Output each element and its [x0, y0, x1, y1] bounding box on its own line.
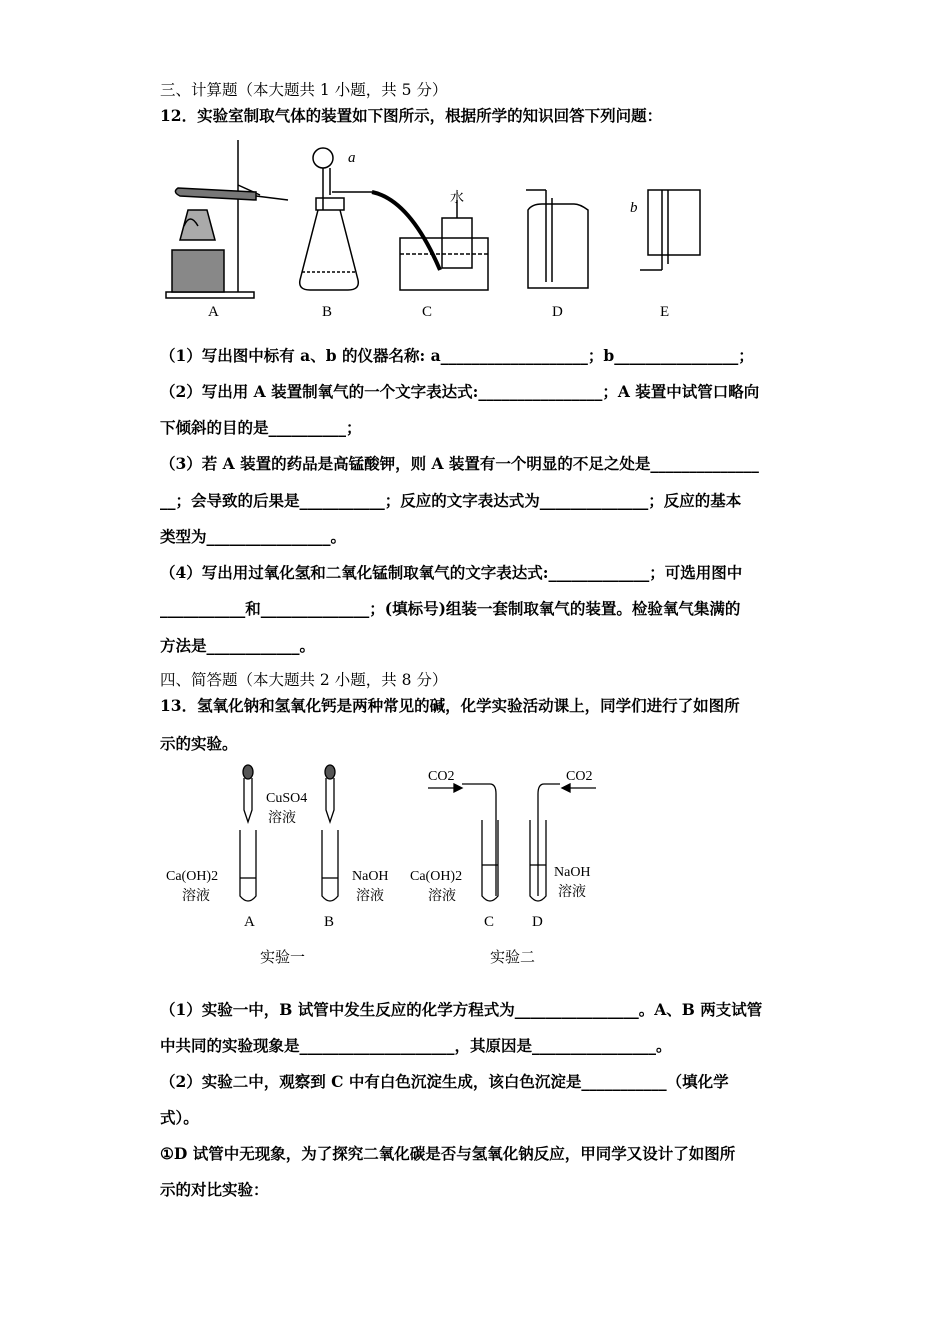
q13-part1-line2: 中共同的实验现象是____________________，其原因是________________。 — [160, 1036, 672, 1055]
naoh-solution-label-2: 溶液 — [558, 885, 586, 900]
q13-part3-line1: ①D 试管中无现象，为了探究二氧化碳是否与氢氧化钠反应，甲同学又设计了如图所 — [160, 1144, 736, 1163]
q12-part4-line3: 方法是____________。 — [160, 636, 316, 655]
caoh2-label-2: Ca(OH)2 — [410, 869, 463, 884]
caoh2-label-1: Ca(OH)2 — [166, 869, 219, 884]
apparatus-label-D: D — [552, 304, 563, 320]
q13-part3-line2: 示的对比实验： — [160, 1180, 269, 1199]
q12-stem: 12．实验室制取气体的装置如下图所示，根据所学的知识回答下列问题： — [160, 106, 663, 125]
label-water: 水 — [450, 191, 464, 206]
apparatus-label-E: E — [660, 304, 670, 320]
q13-stem-line2: 示的实验。 — [160, 734, 238, 753]
apparatus-label-A: A — [208, 304, 219, 320]
tube-label-C: C — [484, 914, 495, 930]
arrow-right — [562, 784, 596, 792]
q12-part1: （1）写出图中标有 a、b 的仪器名称: a___________________；b________________； — [160, 346, 754, 365]
label-b: b — [630, 200, 638, 216]
section3-heading: 三、计算题（本大题共 1 小题，共 5 分） — [160, 81, 448, 99]
q12-part2-line1: （2）写出用 A 装置制氧气的一个文字表达式:________________；A 装置中试管口略向 — [160, 382, 760, 401]
tube-C — [462, 784, 498, 901]
q12-apparatus-figure — [160, 140, 720, 320]
q12-part3-line3: 类型为________________。 — [160, 527, 347, 546]
label-a: a — [348, 150, 356, 166]
apparatus-E — [640, 190, 700, 270]
apparatus-label-B: B — [322, 304, 333, 320]
q12-part3-line1: （3）若 A 装置的药品是高锰酸钾，则 A 装置有一个明显的不足之处是______________ — [160, 454, 759, 473]
exp2-label: 实验二 — [490, 950, 536, 966]
caoh2-solution-label-1: 溶液 — [182, 889, 210, 904]
naoh-label-2: NaOH — [554, 865, 591, 880]
q12-part4-line1: （4）写出用过氧化氢和二氧化锰制取氧气的文字表达式:_____________；可选用图中 — [160, 563, 743, 582]
exp1-label: 实验一 — [260, 950, 306, 966]
dropper-right — [325, 765, 335, 822]
tube-label-B: B — [324, 914, 335, 930]
q12-part4-line2: ___________和______________；(填标号)组装一套制取氧气的装置。检验氧气集满的 — [160, 599, 741, 618]
arrow-left — [428, 784, 462, 792]
apparatus-label-C: C — [422, 304, 433, 320]
apparatus-C — [372, 192, 488, 290]
cuso4-solution-label: 溶液 — [268, 811, 296, 826]
q13-experiment-figure — [160, 760, 620, 970]
caoh2-solution-label-2: 溶液 — [428, 889, 456, 904]
q12-part2-line2: 下倾斜的目的是__________； — [160, 418, 362, 437]
apparatus-A — [166, 140, 288, 298]
tube-label-A: A — [244, 914, 255, 930]
q13-part2-line2: 式）。 — [160, 1108, 199, 1127]
q13-part1-line1: （1）实验一中，B 试管中发生反应的化学方程式为________________。A、B 两支试管 — [160, 1000, 763, 1019]
q13-stem-line1: 13．氢氧化钠和氢氧化钙是两种常见的碱，化学实验活动课上，同学们进行了如图所 — [160, 696, 740, 715]
apparatus-D — [526, 190, 588, 288]
tube-A — [240, 830, 256, 901]
section4-heading: 四、简答题（本大题共 2 小题，共 8 分） — [160, 671, 448, 689]
tube-D — [530, 784, 560, 901]
naoh-label-1: NaOH — [352, 869, 389, 884]
cuso4-label: CuSO4 — [266, 791, 308, 806]
q12-part3-line2: __；会导致的后果是___________；反应的文字表达式为______________；反应的基本 — [160, 491, 742, 510]
q13-part2-line1: （2）实验二中，观察到 C 中有白色沉淀生成，该白色沉淀是___________（填化学 — [160, 1072, 729, 1091]
tube-B — [322, 830, 338, 901]
dropper-left — [243, 765, 253, 822]
co2-label-left: CO2 — [428, 769, 455, 784]
naoh-solution-label-1: 溶液 — [356, 889, 384, 904]
co2-label-right: CO2 — [566, 769, 593, 784]
apparatus-B — [300, 148, 372, 290]
tube-label-D: D — [532, 914, 543, 930]
